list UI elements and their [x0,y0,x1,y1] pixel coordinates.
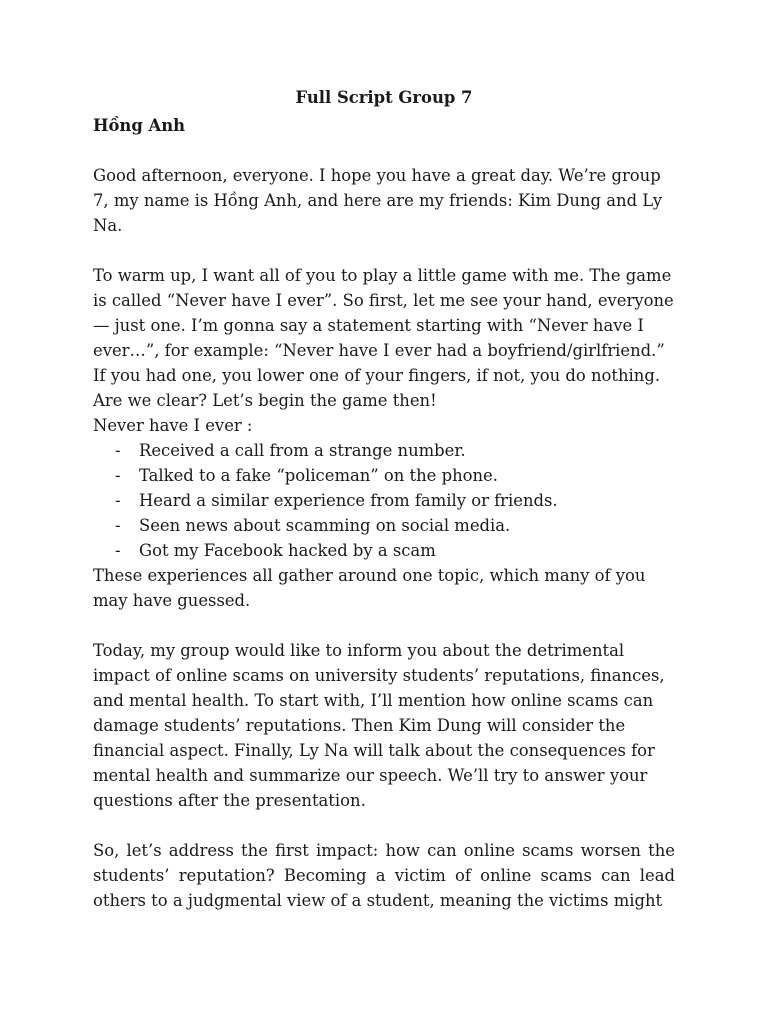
spacer [93,140,675,163]
bullet-dash: - [115,516,121,535]
list-item [93,438,675,463]
intro-paragraph: Good afternoon, everyone. I hope you have a great day. We’re group 7, my name is Hồng Anh, and here are my friends: Kim Dung and Ly Na. [93,166,663,235]
spacer [93,238,675,263]
speaker-name: Hồng Anh [93,116,186,135]
list-item [93,463,675,488]
list-intro: Never have I ever : [93,416,253,435]
bullet-list [93,438,675,563]
list-item [93,538,675,563]
spacer [93,613,675,638]
first-impact-paragraph: So, let’s address the first impact: how can online scams worsen the students’ reputation? Becoming a victim of online scams can lead others to a judgmental view of a student, meaning the victims might [93,841,675,910]
spacer [93,813,675,838]
topic-paragraph: These experiences all gather around one topic, which many of you may have guessed. [93,566,646,610]
bullet-dash: - [115,491,121,510]
bullet-dash: - [115,541,121,560]
list-item-text: Received a call from a strange number. [139,441,466,460]
list-item-text: Heard a similar experience from family or friends. [139,491,558,510]
overview-paragraph: Today, my group would like to inform you about the detrimental impact of online scams on university students’ reputations, finances, and mental health. To start with, I’ll mention how online scams can damage students’ reputations. Then Kim Dung will consider the financial aspect. Finally, Ly Na will talk about the consequences for mental health and summarize our speech. We’ll try to answer your questions after the presentation. [93,641,665,810]
list-item-text: Talked to a fake “policeman” on the phone. [139,466,498,485]
bullet-dash: - [115,441,121,460]
list-item-text: Got my Facebook hacked by a scam [139,541,436,560]
document-page [93,84,675,913]
list-item [93,488,675,513]
list-item [93,513,675,538]
warmup-paragraph: To warm up, I want all of you to play a little game with me. The game is called “Never have I ever”. So first, let me see your hand, everyone— just one. I’m gonna say a statement starting with “Never have I ever…”, for example: “Never have I ever had a boyfriend/girlfriend.” If you had one, you lower one of your fingers, if not, you do nothing. Are we clear? Let’s begin the game then! [93,266,674,410]
bullet-dash: - [115,466,121,485]
list-item-text: Seen news about scamming on social media. [139,516,511,535]
document-title: Full Script Group 7 [295,88,473,107]
